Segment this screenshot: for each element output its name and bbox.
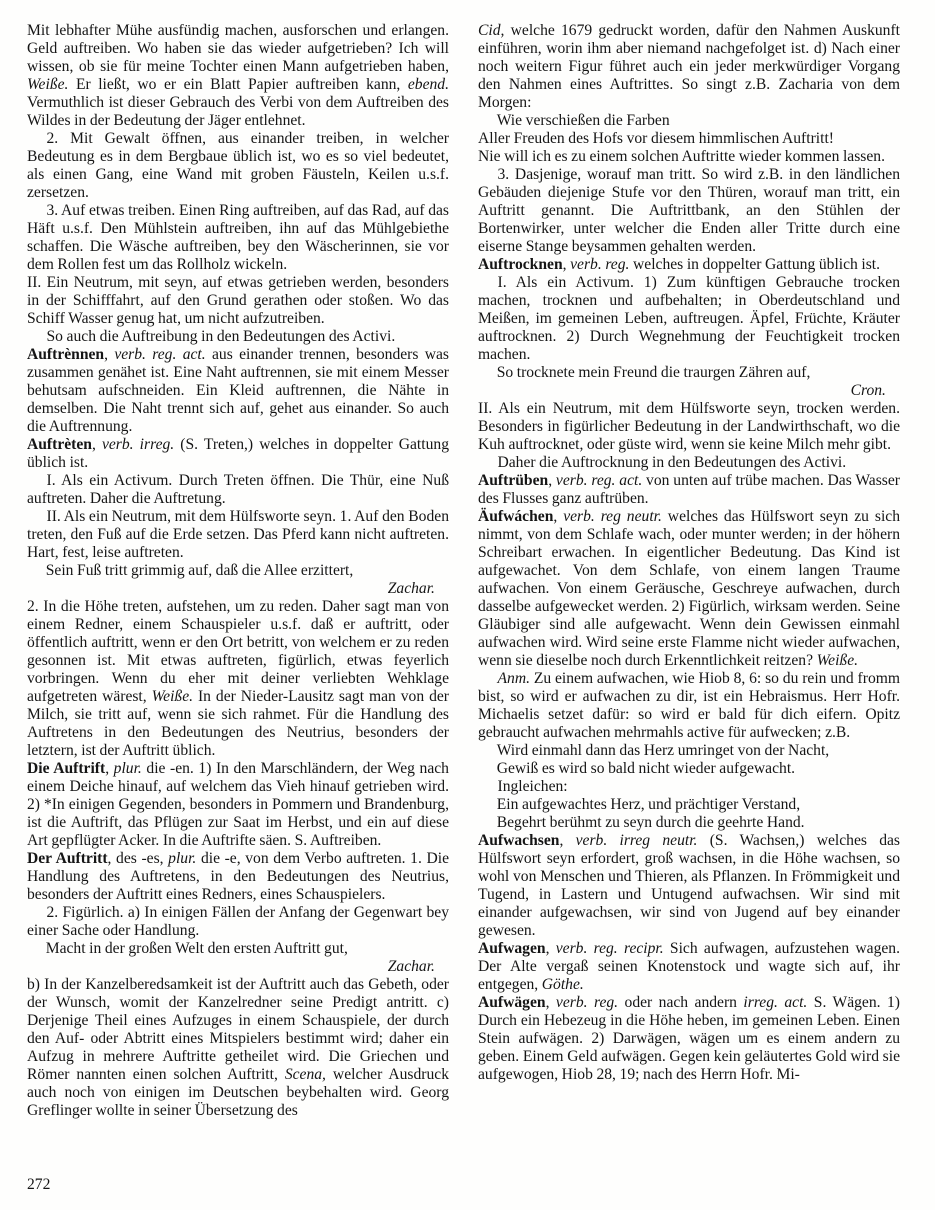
text-segment: II. Ein Neutrum, mit seyn, auf etwas getrieben werden, besonders in der Schifffahrt, auf den Grund gerathen oder stoßen. Wo das Schiff Wasser genug hat, um nicht aufzutreiben. — [27, 274, 449, 327]
paragraph — [27, 508, 449, 562]
paragraph — [27, 130, 449, 202]
verse-line — [478, 742, 900, 760]
text-segment: Aufwägen — [478, 994, 546, 1011]
citation-attribution — [27, 958, 449, 976]
dictionary-entry — [478, 994, 900, 1084]
text-segment: Auftrocknen — [478, 256, 563, 273]
text-segment: Cron. — [850, 382, 886, 399]
left-column — [27, 22, 449, 1120]
text-segment: irreg. act. — [743, 994, 808, 1011]
text-segment: Zachar. — [387, 580, 435, 597]
text-segment: Auftrèten — [27, 436, 92, 453]
paragraph — [478, 400, 900, 454]
text-segment: verb. reg. recipr. — [555, 940, 664, 957]
text-segment: verb. reg. act. — [114, 346, 206, 363]
text-segment: I. Als ein Activum. Durch Treten öffnen. Die Thür, eine Nuß auftreten. Daher die Auftretung. — [27, 472, 449, 507]
paragraph — [27, 22, 449, 130]
text-segment: welcher Ausdruck auch noch von einigen im Deutschen beybehalten wird. Georg Greflinger wollte in seiner Übersetzung des — [27, 1066, 450, 1119]
dictionary-entry — [27, 760, 449, 850]
text-segment: , — [548, 472, 556, 489]
text-segment: Wie verschießen die Farben — [496, 112, 670, 129]
text-segment: oder nach andern — [618, 994, 744, 1011]
paragraph — [478, 778, 900, 796]
paragraph — [478, 130, 900, 148]
paragraph — [478, 148, 900, 166]
paragraph — [27, 904, 449, 940]
text-segment: Auftrüben — [478, 472, 549, 489]
verse-line — [27, 562, 449, 580]
text-segment: Scena, — [284, 1066, 326, 1083]
text-segment: plur. — [168, 850, 197, 867]
text-segment: Nie will ich es zu einem solchen Auftritte wieder kommen lassen. — [478, 148, 885, 165]
text-segment: , — [545, 940, 556, 957]
text-segment: Mit lebhafter Mühe ausfündig machen, ausforschen und erlangen. Geld auftreiben. Wo haben sie das wieder aufgetrieben? Ich will wissen, ob sie für meine Tochter einen Mann aufgetrieben haben, — [27, 22, 449, 75]
text-segment: Gewiß es wird so bald nicht wieder aufgewacht. — [496, 760, 796, 777]
dictionary-entry — [478, 832, 900, 940]
text-segment: verb. reg neutr. — [563, 508, 662, 525]
verse-line — [478, 760, 900, 778]
paragraph — [478, 454, 900, 472]
text-segment: , — [104, 346, 115, 363]
text-segment: So trocknete mein Freund die traurgen Zähren auf, — [496, 364, 811, 381]
text-segment: ebend. — [407, 76, 449, 93]
text-segment: Wird einmahl dann das Herz umringet von der Nacht, — [496, 742, 830, 759]
text-segment: Cid, — [478, 22, 505, 39]
citation-attribution — [27, 580, 449, 598]
text-segment: aus einander trennen, besonders was zusammen genähet ist. Eine Naht auftrennen, sie mit einem Messer behutsam aufschneiden. Ein Kleid auftrennen, die Nähte in demselben. Die Naht trennt sich auf, gehet aus einander. So auch die Auftrennung. — [27, 346, 449, 435]
text-segment: verb. irreg. — [101, 436, 175, 453]
text-segment: Zu einem aufwachen, wie Hiob 8, 6: so du rein und fromm bist, so wird er aufwachen zu dir, ist ein Hebraismus. Herr Hofr. Michaelis setzet dafür: so wird er bald für dich eifern. Opitz gebraucht aufwachen mehrmahls active für aufwecken; z.B. — [478, 670, 900, 741]
paragraph — [478, 22, 900, 112]
text-segment: , — [105, 760, 114, 777]
text-segment: II. Als ein Neutrum, mit dem Hülfsworte seyn. 1. Auf den Boden treten, den Fuß auf die Erde setzen. Das Pferd kann nicht auftreten. Hart, fest, leise auftreten. — [27, 508, 449, 561]
dictionary-entry — [27, 850, 449, 904]
text-segment: Ingleichen: — [497, 778, 568, 795]
text-segment: Aller Freuden des Hofs vor diesem himmlischen Auftritt! — [478, 130, 834, 147]
text-segment: (S. Wachsen,) welches das Hülfswort seyn erfordert, groß wachsen, in die Höhe wachsen, so wohl von Menschen und Thieren, als Pflanzen. In Frömmigkeit und Tugend, in Lastern und Untugend aufwachsen. Wir sind mit einander aufgewachsen, wir sind von Jugend auf bey einander gewesen. — [478, 832, 900, 939]
text-segment: S. Wägen. 1) Durch ein Hebezeug in die Höhe heben, im gemeinen Leben. Einen Stein aufwägen. 2) Darwägen, wägen um es einem andern zu geben. Einem Geld aufwägen. Gegen kein geläutertes Gold wird sie aufgewogen, Hiob 28, 19; nach des Herrn Hofr. Mi- — [478, 994, 900, 1083]
text-segment: Begehrt berühmt zu seyn durch die geehrte Hand. — [496, 814, 805, 831]
text-segment: Aufwagen — [478, 940, 546, 957]
text-segment: , — [562, 256, 571, 273]
text-segment: 2. Mit Gewalt öffnen, aus einander treiben, in welcher Bedeutung es in dem Bergbaue üblich ist, wo es so viel bedeutet, als einen Gang, eine Wand mit groben Fäusteln, Keilen u.s.f. zersetzen. — [27, 130, 449, 201]
text-segment: , — [91, 436, 102, 453]
text-segment: Vermuthlich ist dieser Gebrauch des Verbi von dem Auftreiben des Wildes in der Bedeutung der Jäger entlehnet. — [27, 94, 449, 129]
text-segment: 3. Auf etwas treiben. Einen Ring auftreiben, auf das Rad, auf das Häft u.s.f. Den Mühlstein auftreiben, ihn auf das Mühlgebiethe schaffen. Die Wäsche auftreiben, bey den Wäscherinnen, sie vor dem Rollen fest um das Rollholz wickeln. — [27, 202, 449, 273]
text-segment: Aufwachsen — [478, 832, 560, 849]
text-segment: verb. reg. — [555, 994, 619, 1011]
dictionary-entry — [478, 256, 900, 274]
text-segment: Macht in der großen Welt den ersten Auftritt gut, — [45, 940, 348, 957]
page-number: 272 — [27, 1176, 51, 1193]
text-segment: 3. Dasjenige, worauf man tritt. So wird z.B. in den ländlichen Gebäuden diejenige Stufe vor den Thüren, worauf man tritt, ein Auftritt genannt. Die Auftrittbank, an den Stühlen der Bortenwirker, unter welcher die Enden aller Tritte durch eine eiserne Stange beysammen gehalten werden. — [478, 166, 900, 255]
text-segment: , — [559, 832, 576, 849]
text-segment: , — [553, 508, 564, 525]
verse-line — [478, 112, 900, 130]
text-segment: 2. Figürlich. a) In einigen Fällen der Anfang der Gegenwart bey einer Sache oder Handlung. — [27, 904, 449, 939]
text-segment: die -en. 1) In den Marschländern, der Weg nach einem Deiche hinauf, auf welchem das Vieh hinauf getrieben wird. 2) *In einigen Gegenden, besonders in Pommern und Brandenburg, ist die Auftrift, das Pflügen zur Saat im Herbst, und ein auf diese Art gepflügter Acker. In die Auftrifte säen. S. Auftreiben. — [27, 760, 449, 849]
text-segment: Göthe. — [541, 976, 584, 993]
dictionary-entry — [478, 472, 900, 508]
text-segment: von unten auf trübe machen. Das Wasser des Flusses ganz auftrüben. — [478, 472, 900, 507]
text-segment: Sich aufwagen, aufzustehen wagen. Der Alte vergaß seinen Knotenstock und wagte sich auf, ihr entgegen, — [478, 940, 900, 993]
text-segment: Zachar. — [387, 958, 435, 975]
text-segment: Der Auftritt — [27, 850, 108, 867]
text-segment: verb. reg. — [570, 256, 630, 273]
text-segment: (S. Treten,) welches in doppelter Gattung üblich ist. — [27, 436, 449, 471]
dictionary-entry — [478, 508, 900, 670]
text-segment: Die Auftrift — [27, 760, 106, 777]
text-segment: welches das Hülfswort seyn zu sich nimmt, von dem Schlafe wach, oder munter werden; in der höhern Schreibart erwachen. In eigentlicher Bedeutung. Das Kind ist aufgewachet. Von dem Schlafe, von einem langen Traume aufwachen. Von einem Geräusche, Geschreye aufwachen, durch dasselbe aufgewecket werden. 2) Figürlich, wirksam werden. Seine Gläubiger sind alle aufgewacht. Wenn dein Gewissen einmahl aufwachen wird. Wird seine erste Flamme nicht wieder aufwachen, wenn sie dieselbe noch durch Erkenntlichkeit reitzen? — [478, 508, 900, 669]
text-segment: In der Nieder-Lausitz sagt man von der Milch, sie tritt auf, wenn sie sich rahmet. Für die Handlung des Auftretens in den Bedeutungen des Neutrius, besonders der letztern, ist der Auftritt üblich. — [27, 688, 449, 759]
text-segment: II. Als ein Neutrum, mit dem Hülfsworte seyn, trocken werden. Besonders in figürlicher Bedeutung in der Landwirthschaft, wo die Kuh auftrocknet, oder güste wird, wenn sie keine Milch mehr gibt. — [478, 400, 900, 453]
text-segment: Anm. — [497, 670, 530, 687]
paragraph — [478, 274, 900, 364]
text-segment: die -e, von dem Verbo auftreten. 1. Die Handlung des Auftretens, in den Bedeutungen des Neutrius, besonders der Auftritt eines Redners, eines Schauspielers. — [27, 850, 450, 903]
text-segment: I. Als ein Activum. 1) Zum künftigen Gebrauche trocken machen, trocknen und aufbehalten; in Oberdeutschland und Meißen, im gemeinen Leben, auftreugen. Äpfel, Früchte, Kräuter auftrocknen. 2) Durch Wegnehmung der Feuchtigkeit trocken machen. — [478, 274, 900, 363]
text-segment: , — [545, 994, 556, 1011]
dictionary-entry — [27, 346, 449, 436]
text-segment: Weiße. — [27, 76, 69, 93]
citation-attribution — [478, 382, 900, 400]
text-segment: verb. reg. act. — [555, 472, 643, 489]
text-segment: Weiße. — [151, 688, 194, 705]
text-segment: 2. In die Höhe treten, aufstehen, um zu reden. Daher sagt man von einem Redner, einem Schauspieler u.s.f. daß er auftritt, oder öffentlich auftritt, wenn er den Ort betritt, von welchem er zu reden gesonnen ist. Mit etwas auftreten, figürlich, etwas feyerlich vorbringen. Wenn du eher mit deiner verliebten Wehklage aufgetreten wärest, — [27, 598, 449, 705]
dictionary-entry — [27, 436, 449, 472]
text-segment: Ein aufgewachtes Herz, und prächtiger Verstand, — [496, 796, 801, 813]
paragraph — [27, 472, 449, 508]
text-segment: plur. — [113, 760, 142, 777]
text-segment: , des -es, — [107, 850, 169, 867]
verse-line — [478, 796, 900, 814]
paragraph — [27, 328, 449, 346]
paragraph — [27, 274, 449, 328]
text-segment: b) In der Kanzelberedsamkeit ist der Auftritt auch das Gebeth, oder der Wunsch, womit der Kanzelredner seine Predigt antritt. c) Derjenige Theil eines Aufzuges in einem Schauspiele, der durch den Auf- oder Abtritt eines Mitspielers bestimmt wird; daher ein Aufzug in mehrere Auftritte getheilet wird. Die Griechen und Römer nannten einen solchen Auftritt, — [27, 976, 449, 1083]
text-segment: So auch die Auftreibung in den Bedeutungen des Activi. — [46, 328, 396, 345]
verse-line — [27, 940, 449, 958]
paragraph — [27, 976, 449, 1120]
text-segment: Sein Fuß tritt grimmig auf, daß die Allee erzittert, — [45, 562, 354, 579]
text-segment: Er ließt, wo er ein Blatt Papier auftreiben kann, — [68, 76, 408, 93]
text-segment: verb. irreg neutr. — [575, 832, 698, 849]
verse-line — [478, 814, 900, 832]
paragraph — [478, 670, 900, 742]
dictionary-entry — [478, 940, 900, 994]
text-segment: welche 1679 gedruckt worden, dafür den Nahmen Auskunft einführen, worin ihm aber niemand nachgefolget ist. d) Nach einer noch weitern Figur führet auch ein jeder merkwürdiger Vorgang den Nahmen eines Auftrittes. So singt z.B. Zacharia von dem Morgen: — [478, 22, 900, 111]
paragraph — [478, 166, 900, 256]
right-column — [478, 22, 900, 1120]
text-segment: welches in doppelter Gattung üblich ist. — [629, 256, 881, 273]
text-segment: Auftrènnen — [27, 346, 105, 363]
text-segment: Äufwáchen — [478, 508, 554, 525]
paragraph — [27, 202, 449, 274]
verse-line — [478, 364, 900, 382]
paragraph — [27, 598, 449, 760]
text-segment: Weiße. — [816, 652, 859, 669]
text-segment: Daher die Auftrocknung in den Bedeutungen des Activi. — [497, 454, 847, 471]
